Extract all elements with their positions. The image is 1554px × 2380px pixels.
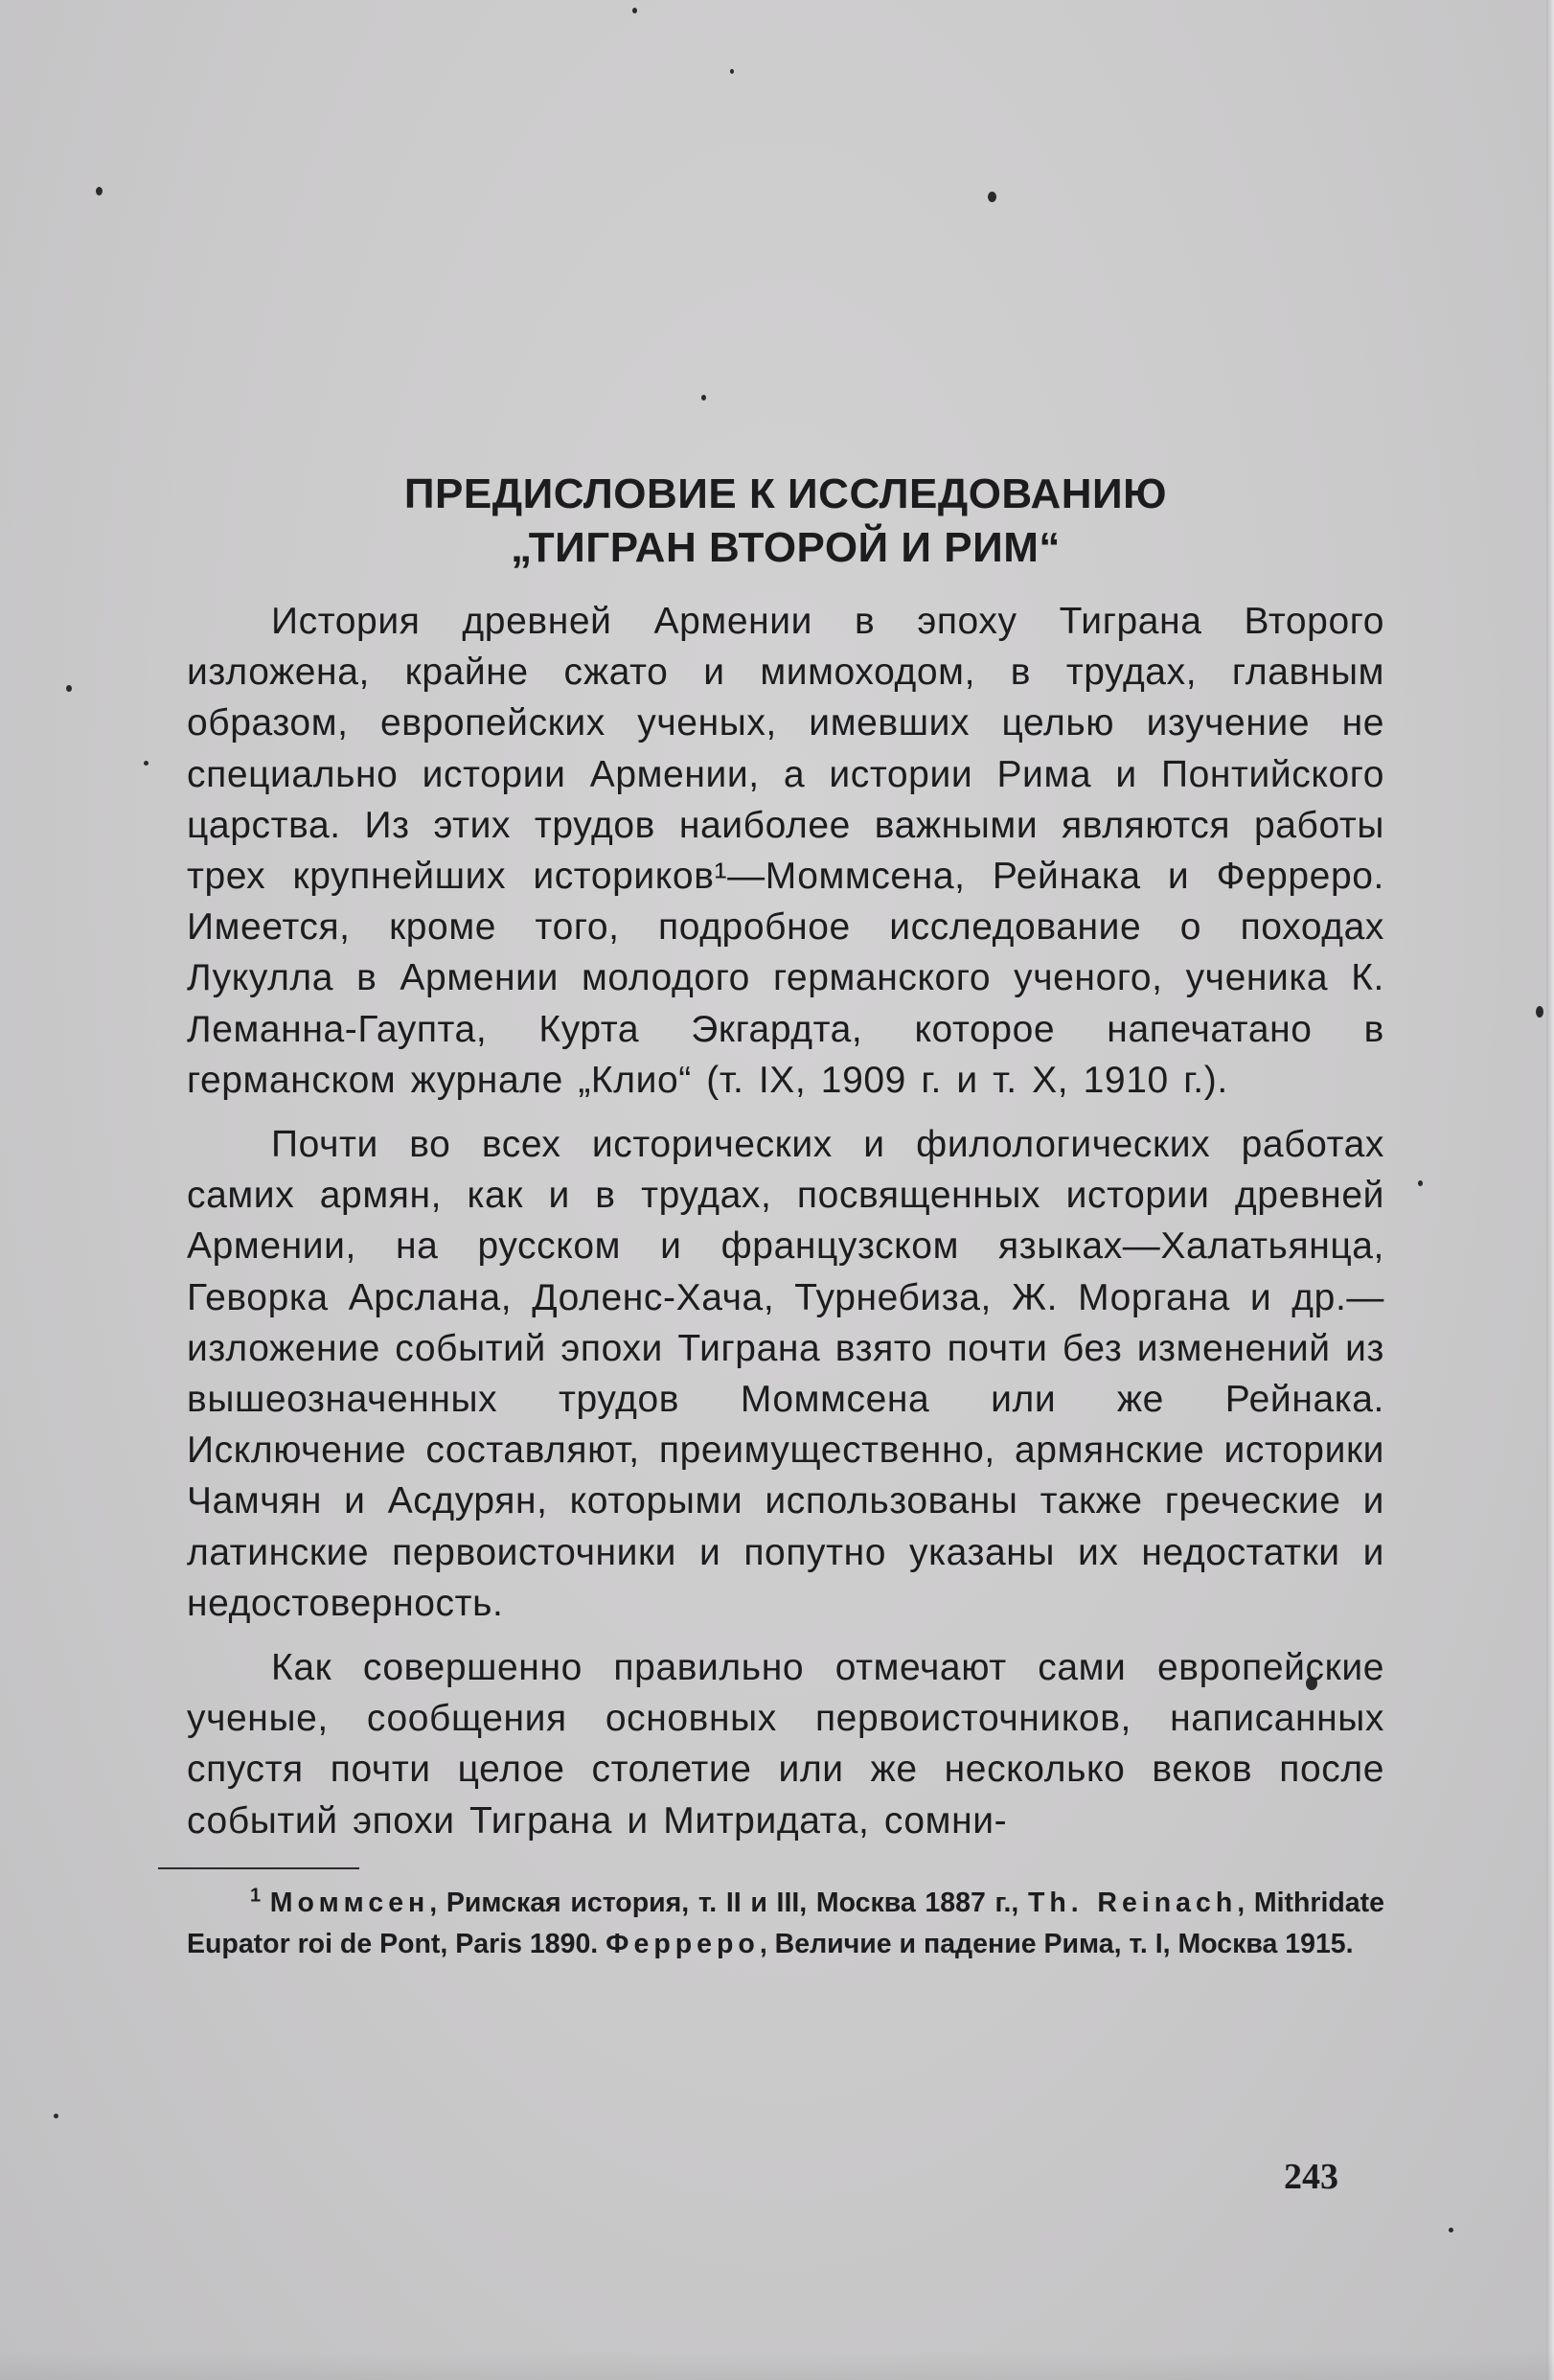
paragraph-1: История древней Армении в эпоху Тиграна Второго изложена, крайне сжато и мимоходом, в трудах, главным образом, европейских ученых, имевших целью изучение не специально истории Армении, а истории Рима и Понтийского царства. Из этих трудов наиболее важными являются работы трех крупнейших историков¹—Моммсена, Рейнака и Ферреро. Имеется, кроме того, подробное исследование о походах Лукулла в Армении молодого германского ученого, ученика К. Леманна-Гаупта, Курта Экгардта, которое напечатано в германском журнале „Клио“ (т. IX, 1909 г. и т. X, 1910 г.). — [187, 601, 1384, 1101]
footnote — [187, 1883, 1384, 1965]
ink-speck — [66, 685, 72, 692]
footnote-text-3: , Величие и падение Рима, т. I, Москва 1915. — [759, 1928, 1354, 1959]
footnote-divider — [158, 1867, 359, 1869]
ink-speck — [988, 192, 996, 202]
footnote-text-1: , Римская история, т. II и III, Москва 1887 г., — [429, 1887, 1028, 1918]
page-content — [187, 468, 1384, 1965]
title-line-1: ПРЕДИСЛОВИЕ К ИССЛЕДОВАНИЮ — [403, 470, 1168, 517]
ink-speck — [632, 8, 637, 13]
ink-speck — [1449, 2228, 1453, 2232]
footnote-marker: 1 — [250, 1885, 262, 1907]
title-line-2: „ТИГРАН ВТОРОЙ И РИМ“ — [511, 524, 1061, 571]
page-title — [187, 468, 1384, 575]
ink-speck — [96, 187, 103, 195]
ink-speck — [144, 761, 149, 766]
page-bottom-shadow — [0, 2351, 1554, 2380]
ink-speck — [54, 2114, 58, 2118]
footnote-author-reinach: Th. Reinach — [1027, 1887, 1238, 1918]
paragraph-3: Как совершенно правильно отмечают сами европейские ученые, сообщения основных первоисточников, написанных спустя почти целое столетие или же несколько веков после событий эпохи Тиграна и Митридата, сомни- — [187, 1647, 1384, 1842]
page-edge-shadow — [1546, 0, 1554, 2380]
ink-speck — [1536, 1006, 1543, 1018]
ink-speck — [701, 395, 706, 400]
footnote-author-ferrero: Ферреро — [606, 1928, 760, 1959]
ink-speck — [730, 69, 734, 74]
footnote-text-2: , Mithridate Eupator roi de Pont, Paris 1890. — [187, 1887, 1384, 1959]
paragraph-2: Почти во всех исторических и филологических работах самих армян, как и в трудах, посвященных истории древней Армении, на русском и французском языках—Халатьянца, Геворка Арслана, Доленс-Хача, Турнебиза, Ж. Моргана и др.—изложение событий эпохи Тиграна взято почти без изменений из вышеозначенных трудов Моммсена или же Рейнака. Исключение составляют, преимущественно, армянские историки Чамчян и Асдурян, которыми использованы также греческие и латинские первоисточники и попутно указаны их недостатки и недостоверность. — [187, 1124, 1384, 1624]
ink-speck — [1418, 1180, 1423, 1186]
footnote-author-mommsen: Моммсен — [269, 1887, 430, 1918]
page-number: 243 — [1284, 2157, 1338, 2197]
